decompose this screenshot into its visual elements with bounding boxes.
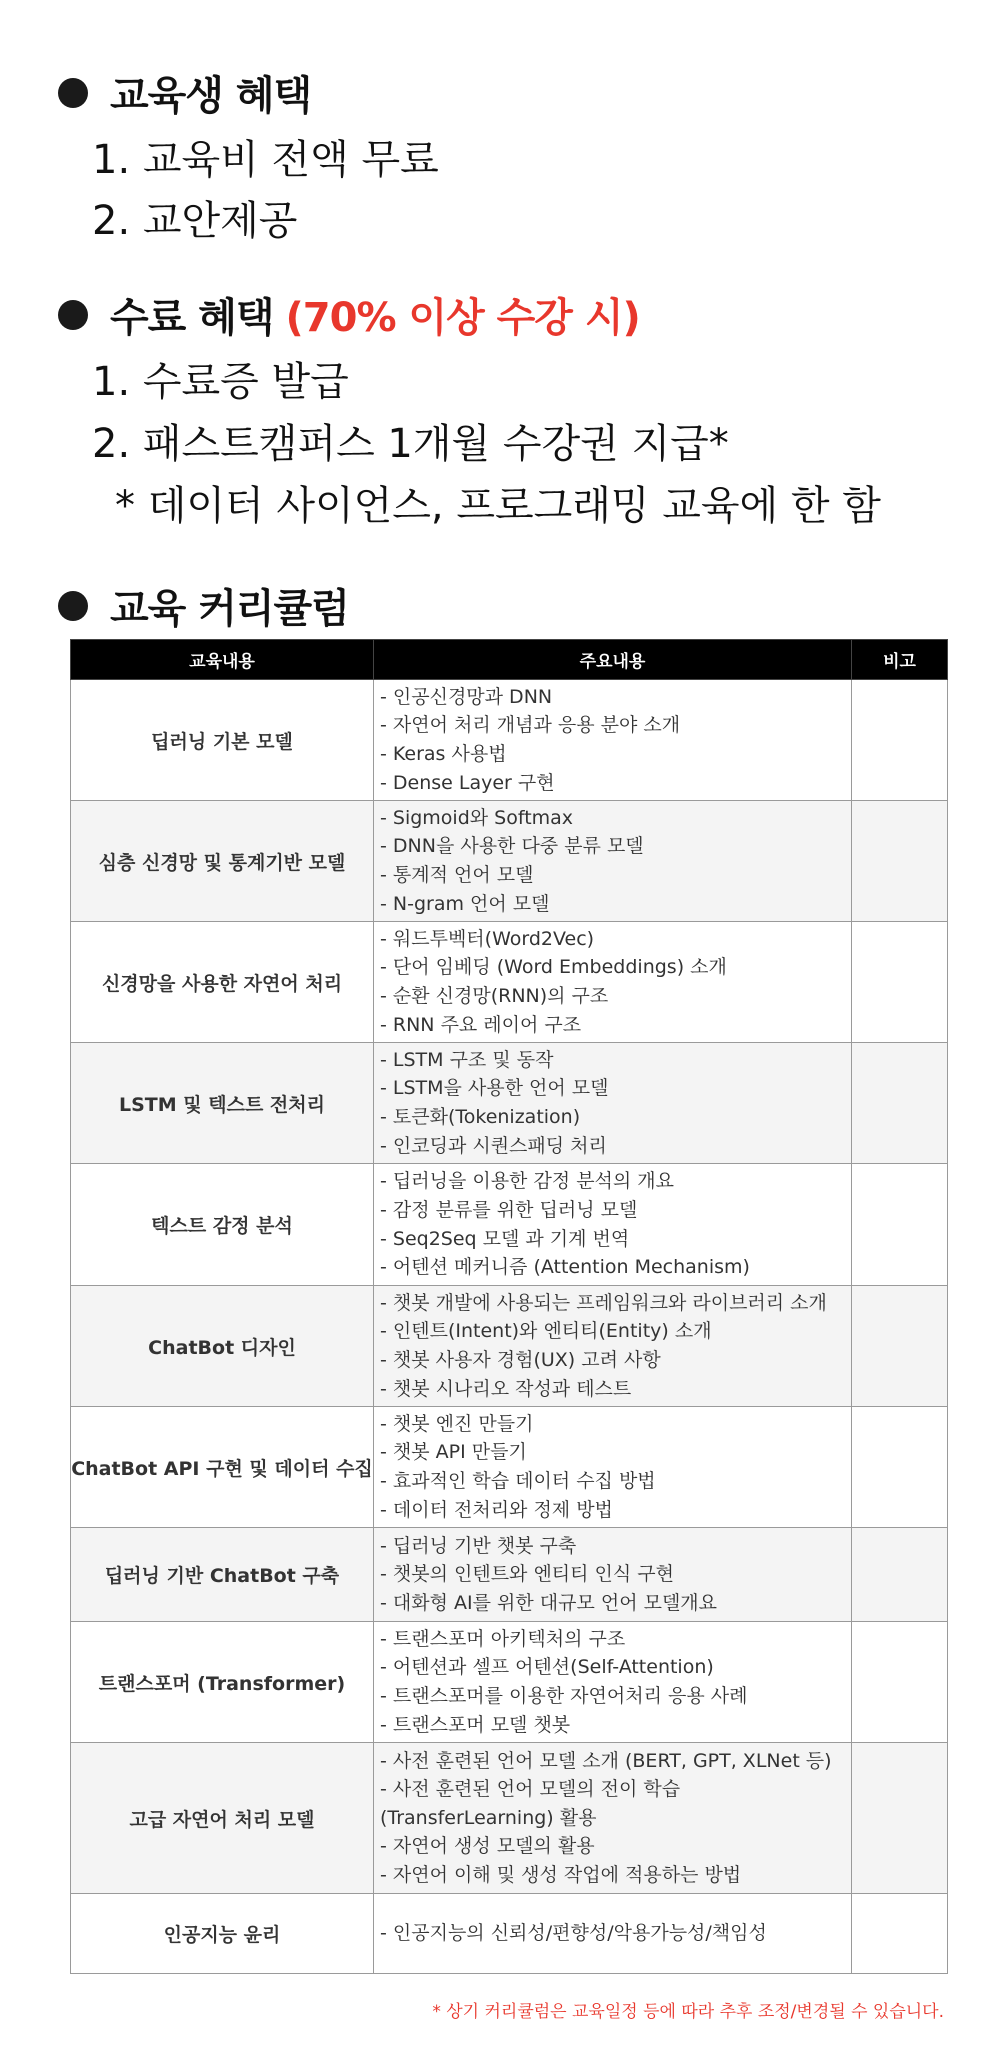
bullet-dot-icon: [58, 78, 88, 108]
detail-line: - 자연어 이해 및 생성 작업에 적용하는 방법: [380, 1863, 742, 1886]
row-details: [374, 1622, 852, 1743]
row-topic: 트랜스포머 (Transformer): [71, 1622, 374, 1743]
detail-line: - 인텐트(Intent)와 엔티티(Entity) 소개: [380, 1320, 712, 1343]
detail-line: - 사전 훈련된 언어 모델의 전이 학습: [380, 1778, 681, 1801]
detail-line: - 챗봇 시나리오 작성과 테스트: [380, 1377, 632, 1400]
bullet-dot-icon: [58, 591, 88, 621]
row-topic: 고급 자연어 처리 모델: [71, 1743, 374, 1894]
detail-line: - Keras 사용법: [380, 743, 507, 765]
row-note: [852, 1622, 948, 1743]
table-row: [71, 1894, 948, 1974]
row-details: [374, 1894, 852, 1974]
bullet-dot-icon: [58, 300, 88, 330]
row-topic: 딥러닝 기본 모델: [71, 680, 374, 801]
detail-line: - 트랜스포머 모델 챗봇: [380, 1713, 571, 1736]
detail-line: - 어텐션과 셀프 어텐션(Self-Attention): [380, 1656, 714, 1679]
row-note: [852, 680, 948, 801]
row-topic: ChatBot 디자인: [71, 1286, 374, 1407]
detail-line: - DNN을 사용한 다중 분류 모델: [380, 835, 644, 858]
detail-line: - 챗봇 API 만들기: [380, 1441, 527, 1464]
row-note: [852, 1286, 948, 1407]
row-details: [374, 680, 852, 801]
row-note: [852, 922, 948, 1043]
row-details: [374, 1164, 852, 1286]
row-details: [374, 1743, 852, 1894]
table-row: [71, 1286, 948, 1407]
detail-line: - Dense Layer 구현: [380, 771, 555, 794]
detail-line: - 어텐션 메커니즘 (Attention Mechanism): [380, 1256, 750, 1279]
row-note: [852, 1894, 948, 1974]
row-details: [374, 922, 852, 1043]
row-details: [374, 1528, 852, 1622]
row-note: [852, 801, 948, 922]
row-topic: 딥러닝 기반 ChatBot 구축: [71, 1528, 374, 1622]
detail-line: - RNN 주요 레이어 구조: [380, 1013, 582, 1036]
curriculum-title: 교육 커리큘럼: [110, 586, 349, 632]
detail-line: - 감정 분류를 위한 딥러닝 모델: [380, 1198, 638, 1221]
completion-title: 수료 혜택: [110, 295, 274, 341]
row-details: [374, 801, 852, 922]
header-details: 주요내용: [374, 640, 852, 680]
curriculum-footnote: * 상기 커리큘럼은 교육일정 등에 따라 추후 조정/변경될 수 있습니다.: [432, 2002, 944, 2022]
row-note: [852, 1528, 948, 1622]
table-row: [71, 1528, 948, 1622]
row-topic: LSTM 및 텍스트 전처리: [71, 1043, 374, 1164]
table-row: [71, 1407, 948, 1528]
header-note: 비고: [852, 640, 948, 680]
detail-line: - 인코딩과 시퀀스패딩 처리: [380, 1134, 607, 1157]
row-topic: 신경망을 사용한 자연어 처리: [71, 922, 374, 1043]
table-row: [71, 1043, 948, 1164]
row-note: [852, 1043, 948, 1164]
detail-line: - 챗봇 사용자 경험(UX) 고려 사항: [380, 1349, 661, 1371]
detail-line: - 자연어 생성 모델의 활용: [380, 1835, 595, 1858]
detail-line: - 단어 임베딩 (Word Embeddings) 소개: [380, 956, 727, 979]
curriculum-table-body: [71, 680, 948, 1974]
detail-line: - 인공신경망과 DNN: [380, 685, 553, 708]
detail-line: - 데이터 전처리와 정제 방법: [380, 1498, 613, 1521]
table-row: [71, 680, 948, 801]
detail-line: - 순환 신경망(RNN)의 구조: [380, 985, 609, 1007]
benefits-title: 교육생 혜택: [110, 73, 312, 119]
row-topic: ChatBot API 구현 및 데이터 수집: [71, 1407, 374, 1528]
completion-note: * 데이터 사이언스, 프로그래밍 교육에 한 함: [115, 483, 881, 529]
detail-line: - Seq2Seq 모델 과 기계 번역: [380, 1227, 630, 1250]
detail-line: (TransferLearning) 활용: [380, 1806, 597, 1829]
table-row: [71, 1743, 948, 1894]
completion-condition: (70% 이상 수강 시): [285, 295, 640, 341]
row-topic: 심층 신경망 및 통계기반 모델: [71, 801, 374, 922]
detail-line: - 효과적인 학습 데이터 수집 방법: [380, 1470, 656, 1492]
row-details: [374, 1407, 852, 1528]
benefit-item-2: 2. 교안제공: [92, 198, 298, 244]
detail-line: - 트랜스포머를 이용한 자연어처리 응용 사례: [380, 1685, 748, 1707]
detail-line: - 통계적 언어 모델: [380, 864, 534, 886]
completion-item-1: 1. 수료증 발급: [92, 359, 349, 405]
row-topic: 인공지능 윤리: [71, 1894, 374, 1974]
row-topic: 텍스트 감정 분석: [71, 1164, 374, 1286]
row-note: [852, 1407, 948, 1528]
table-row: [71, 1622, 948, 1743]
curriculum-table: [70, 639, 948, 1974]
detail-line: - 워드투벡터(Word2Vec): [380, 927, 595, 950]
detail-line: - 챗봇의 인텐트와 엔티티 인식 구현: [380, 1563, 675, 1586]
benefit-item-1: 1. 교육비 전액 무료: [92, 137, 439, 183]
table-row: [71, 1164, 948, 1286]
detail-line: - LSTM을 사용한 언어 모델: [380, 1077, 609, 1100]
detail-line: - 딥러닝을 이용한 감정 분석의 개요: [380, 1170, 675, 1193]
detail-line: - 인공지능의 신뢰성/편향성/악용가능성/책임성: [380, 1922, 767, 1945]
table-row: [71, 801, 948, 922]
row-details: [374, 1043, 852, 1164]
detail-line: - 챗봇 개발에 사용되는 프레임워크와 라이브러리 소개: [380, 1291, 827, 1314]
completion-item-2: 2. 패스트캠퍼스 1개월 수강권 지급*: [92, 421, 729, 467]
completion-heading: [58, 286, 640, 343]
detail-line: - 자연어 처리 개념과 응용 분야 소개: [380, 714, 681, 737]
detail-line: - N-gram 언어 모델: [380, 892, 550, 915]
detail-line: - 트랜스포머 아키텍처의 구조: [380, 1627, 626, 1650]
detail-line: - LSTM 구조 및 동작: [380, 1048, 554, 1071]
detail-line: - Sigmoid와 Softmax: [380, 806, 574, 829]
table-header-row: [71, 640, 948, 680]
table-row: [71, 922, 948, 1043]
detail-line: - 사전 훈련된 언어 모델 소개 (BERT, GPT, XLNet 등): [380, 1749, 832, 1772]
detail-line: - 토큰화(Tokenization): [380, 1106, 581, 1128]
row-note: [852, 1743, 948, 1894]
curriculum-heading: [58, 577, 349, 634]
header-topic: 교육내용: [71, 640, 374, 680]
detail-line: - 딥러닝 기반 챗봇 구축: [380, 1534, 577, 1557]
row-note: [852, 1164, 948, 1286]
benefits-heading: [58, 64, 311, 121]
detail-line: - 대화형 AI를 위한 대규모 언어 모델개요: [380, 1591, 718, 1614]
row-details: [374, 1286, 852, 1407]
detail-line: - 챗봇 엔진 만들기: [380, 1412, 534, 1435]
